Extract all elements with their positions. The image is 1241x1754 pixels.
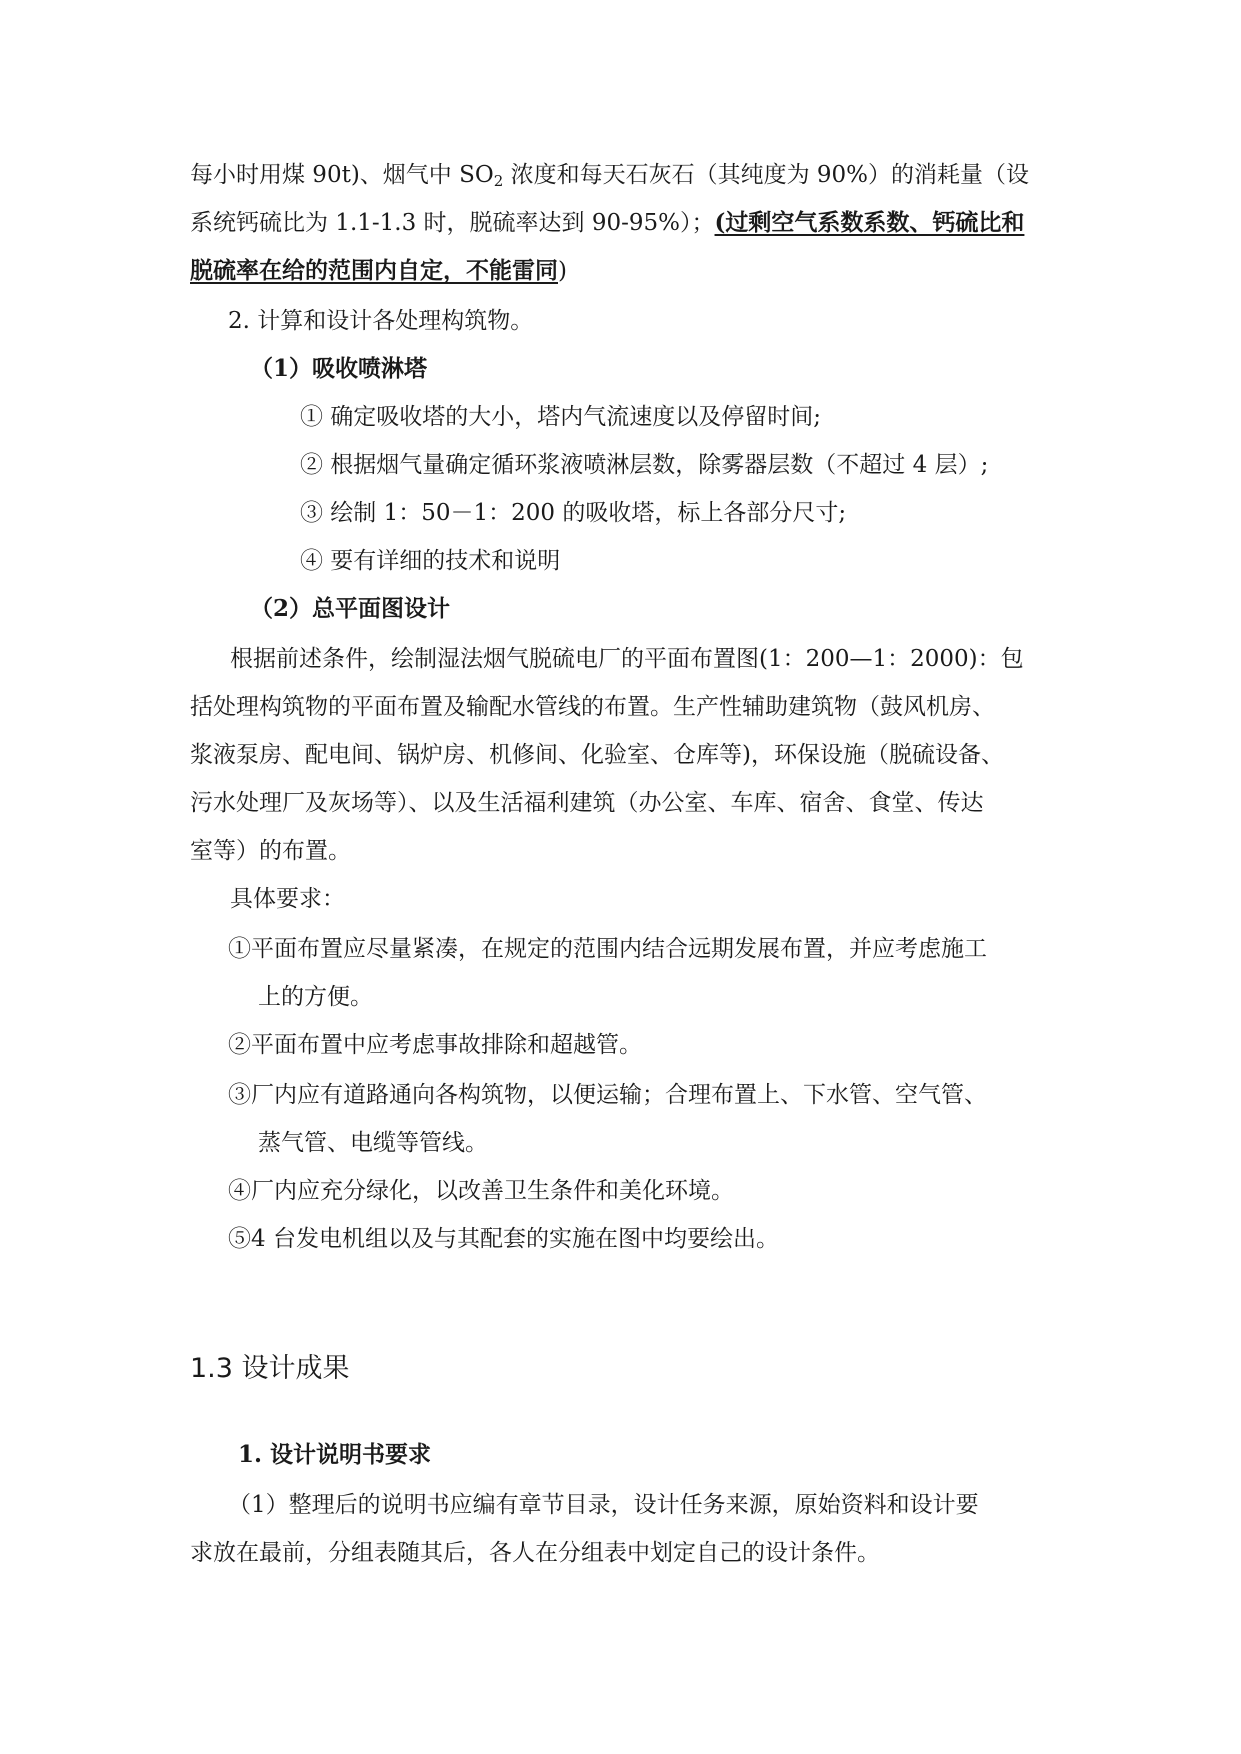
plan-paragraph-line: 根据前述条件，绘制湿法烟气脱硫电厂的平面布置图(1：200—1：2000)：包 [230, 646, 1024, 672]
absorber-item: ③ 绘制 1：50－1：200 的吸收塔，标上各部分尺寸; [300, 500, 847, 526]
absorber-item: ① 确定吸收塔的大小，塔内气流速度以及停留时间; [300, 404, 822, 430]
plan-paragraph-line: 污水处理厂及灰场等）、以及生活福利建筑（办公室、车库、宿舍、食堂、传达 [190, 790, 984, 816]
plan-paragraph-line: 括处理构筑物的平面布置及输配水管线的布置。生产性辅助建筑物（鼓风机房、 [190, 694, 995, 720]
section-1-3-subtitle: 1. 设计说明书要求 [238, 1441, 432, 1468]
section-2-title: 2. 计算和设计各处理构筑物。 [228, 308, 534, 334]
emphasis-note: (过剩空气系数系数、钙硫比和 [714, 209, 1025, 236]
requirement-item: ①平面布置应尽量紧凑，在规定的范围内结合远期发展布置，并应考虑施工 [228, 936, 987, 962]
absorber-title: （1）吸收喷淋塔 [250, 355, 428, 382]
requirements-label: 具体要求： [230, 886, 345, 912]
plan-title: （2）总平面图设计 [250, 595, 451, 622]
absorber-item: ② 根据烟气量确定循环浆液喷淋层数，除雾器层数（不超过 4 层）; [300, 452, 989, 478]
requirement-item: ⑤4 台发电机组以及与其配套的实施在图中均要绘出。 [228, 1226, 779, 1252]
emphasis-note-cont: 脱硫率在给的范围内自定，不能雷同 [190, 257, 558, 284]
section-1-3-paragraph-line: 求放在最前，分组表随其后，各人在分组表中划定自己的设计条件。 [190, 1540, 880, 1566]
intro-line-1: 每小时用煤 90t)、烟气中 $SO_2$ 浓度和每天石灰石（其纯度为 90%）的消耗量（设 [190, 162, 1030, 190]
section-1-3-paragraph-line: （1）整理后的说明书应编有章节目录，设计任务来源，原始资料和设计要 [228, 1492, 979, 1518]
plan-paragraph-line: 浆液泵房、配电间、锅炉房、机修间、化验室、仓库等)，环保设施（脱硫设备、 [190, 742, 1004, 768]
requirement-item-cont: 蒸气管、电缆等管线。 [258, 1130, 488, 1156]
so2-subscript: 2 [493, 172, 504, 190]
section-1-3-title: 1.3 设计成果 [190, 1353, 350, 1384]
intro-line-3: 脱硫率在给的范围内自定，不能雷同) [190, 257, 567, 284]
requirement-item-cont: 上的方便。 [258, 984, 373, 1010]
absorber-item: ④ 要有详细的技术和说明 [300, 548, 561, 574]
requirement-item: ③厂内应有道路通向各构筑物，以便运输；合理布置上、下水管、空气管、 [228, 1082, 987, 1108]
plan-paragraph-line: 室等）的布置。 [190, 838, 351, 864]
requirement-item: ④厂内应充分绿化，以改善卫生条件和美化环境。 [228, 1178, 734, 1204]
intro-line-2: 系统钙硫比为 1.1-1.3 时，脱硫率达到 90-95%）；(过剩空气系数系数、钙硫比和 [190, 209, 1025, 236]
requirement-item: ②平面布置中应考虑事故排除和超越管。 [228, 1032, 642, 1058]
